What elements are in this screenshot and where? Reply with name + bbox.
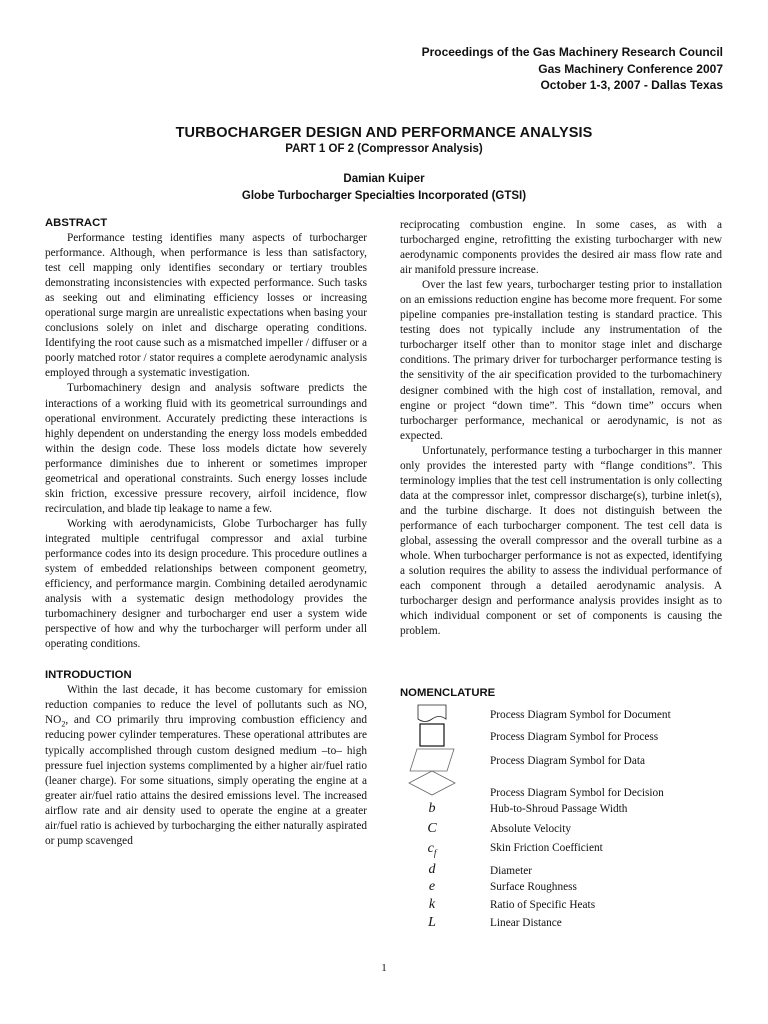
abstract-paragraph-1: Performance testing identifies many aspects of turbocharger performance. Although, when performance is less than satisfactory, test cell mapping only identifies secondary or tertiary troubles demonstrating inconsistencies with expected performance. Such tasks as seeking out and eliminating efficiency losses or increasing operational surge margin are unrealistic expectations when basing your conclusions solely on inlet and discharge operating conditions. Identifying the root cause such as a mismatched impeller / diffuser or a poorly matched rotor / stator requires a complete aerodynamic analysis employed through a systematic investigation. <box>45 232 367 380</box>
introduction-paragraph-1 <box>45 683 367 849</box>
nomenclature-desc: Ratio of Specific Heats <box>490 899 596 911</box>
right-column <box>400 218 722 639</box>
title-block <box>0 124 768 205</box>
nomenclature-desc: Skin Friction Coefficient <box>490 842 603 854</box>
nomenclature-heading: NOMENCLATURE <box>400 687 496 699</box>
introduction-heading: INTRODUCTION <box>45 669 132 682</box>
symbol-base: c <box>427 841 434 856</box>
nomenclature-desc: Absolute Velocity <box>490 823 572 835</box>
nomenclature-desc: Process Diagram Symbol for Process <box>490 731 659 743</box>
data-symbol-icon <box>400 748 464 772</box>
process-symbol-icon <box>400 723 464 747</box>
header-line-2: Gas Machinery Conference 2007 <box>538 61 723 76</box>
left-column <box>45 216 367 849</box>
header-line-3: October 1-3, 2007 - Dallas Texas <box>540 78 723 92</box>
document-symbol-icon <box>400 704 464 724</box>
nomenclature-row <box>400 802 730 822</box>
nomenclature-desc: Process Diagram Symbol for Document <box>490 709 671 721</box>
nomenclature-row <box>400 822 730 842</box>
nomenclature-symbol: b <box>428 801 436 816</box>
right-paragraph-1: Over the last few years, turbocharger testing prior to installation on an emissions reduction engine has become more frequent. For some pipeline companies pre-installation testing is standard practice. This testing does not typically include any instrumentation of the turbocharger itself other than to monitor stage inlet and discharge conditions. The primary driver for turbocharger performance testing is the sensitivity of the air specification provided to the turbomachinery designer combined with the high cost of installation, removal, and engine or project “down time”. This “down time” occurs when turbocharger performance, mechanical or aerodynamic, is not as expected. <box>400 279 722 442</box>
nomenclature-desc: Surface Roughness <box>490 881 577 893</box>
intro-text-part-a: Within the last decade, it has become customary for emission reduction companies to reduce the level of pollutants such as NO, NO <box>45 684 367 727</box>
nomenclature-row <box>400 841 730 861</box>
nomenclature-symbol: d <box>428 862 436 877</box>
conference-header <box>422 44 723 94</box>
page-number: 1 <box>381 962 387 974</box>
symbol-subscript: f <box>433 847 437 858</box>
author-affiliation: Globe Turbocharger Specialties Incorporated (GTSI) <box>241 190 527 202</box>
nomenclature-row <box>400 704 730 724</box>
nomenclature-symbol: e <box>428 879 436 894</box>
nomenclature-desc: Hub-to-Shroud Passage Width <box>490 803 628 815</box>
nomenclature-row <box>400 726 730 746</box>
intro-subscript: 2 <box>61 719 66 729</box>
nomenclature-symbol: k <box>428 897 436 912</box>
nomenclature-symbol: L <box>428 915 436 930</box>
nomenclature-desc: Process Diagram Symbol for Data <box>490 755 645 767</box>
paper-title: TURBOCHARGER DESIGN AND PERFORMANCE ANALYSIS <box>175 125 593 141</box>
nomenclature-row <box>400 776 730 799</box>
header-line-1: Proceedings of the Gas Machinery Research Council <box>421 45 723 59</box>
nomenclature-desc: Linear Distance <box>490 917 562 929</box>
paper-subtitle: PART 1 OF 2 (Compressor Analysis) <box>285 143 483 155</box>
right-paragraph-0: reciprocating combustion engine. In some cases, as with a turbocharged engine, retrofitting the existing turbocharger with new aerodynamic components provides the desired air mass flow rate and air manifold pressure increase. <box>400 219 722 277</box>
right-paragraph-2: Unfortunately, performance testing a turbocharger in this manner only provides the interested party with “flange conditions”. This terminology implies that the test cell instrumentation is only collecting data at the compressor inlet, compressor discharge(s), turbine inlet(s), and the turbine discharge. It does not distinguish between the performance of each turbocharger component. The test cell data is global, assessing the overall compressor and the overall turbine as a whole. When turbocharger performance is not as expected, identifying a solution requires the ability to assess the individual performance of each component through a detailed aerodynamic analysis. A turbocharger design and performance analysis provides insight as to which individual component or set of components is causing the problem. <box>400 444 722 638</box>
nomenclature-row <box>400 916 730 936</box>
abstract-paragraph-2: Turbomachinery design and analysis software predicts the interactions of a working fluid with its geometrical surroundings and operational environment. Accurately predicting these interactions is highly dependent on understanding the energy loss models embedded within the design code. These loss models dictate how severely performance diminishes due to inherent or sometimes improper geometrical and operational constraints. Such energy losses include skin friction, excessive pressure recovery, airfoil incidence, flow recirculation, and blade tip leakage to name a few. <box>45 382 367 515</box>
decision-symbol-icon <box>400 770 464 796</box>
nomenclature-row <box>400 750 730 770</box>
nomenclature-desc: Process Diagram Symbol for Decision <box>490 787 664 799</box>
nomenclature-desc: Diameter <box>490 865 533 877</box>
abstract-paragraph-3: Working with aerodynamicists, Globe Turbocharger has fully integrated multiple centrifugal compressor and axial turbine performance codes into its design procedure. This procedure outlines a system of embedded relationships between component geometry, efficiency, and performance margin. Combining detailed aerodynamic analysis with a systematic design methodology provides the turbomachinery designer and turbocharger end user a system wide perspective of how and why the turbocharger will perform under all operating conditions. <box>45 517 367 651</box>
nomenclature-symbol: C <box>427 821 437 836</box>
author-name: Damian Kuiper <box>343 173 425 185</box>
abstract-heading: ABSTRACT <box>45 217 108 229</box>
nomenclature-symbol <box>400 841 464 861</box>
intro-text-part-b: , and CO primarily thru improving combustion efficiency and reducing power cylinder temperatures. These operational attributes are typically accomplished through custom designed medium –to– high pressure fuel injection systems complimented by a higher air/fuel ratio (leaner charge). For some situations, simply operating the engine at a greater air/fuel ratio attains the desired emissions level. The increased airflow rate and air density used to operate the engine at a greater air/fuel ratio is achieved by turbocharging the either naturally aspirated or pump scavenged <box>45 714 367 847</box>
